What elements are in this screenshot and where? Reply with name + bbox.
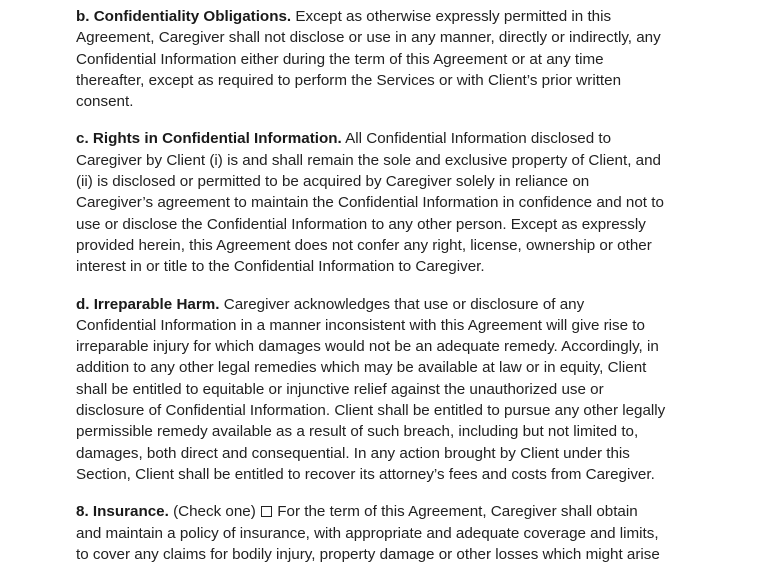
section-d-text: Caregiver acknowledges that use or disclosure of any — [219, 295, 585, 313]
section-d-line-7: permissible remedy available as a result of such breach, including but not limited to, — [76, 423, 639, 441]
section-d-line-2: Confidential Information in a manner inconsistent with this Agreement will give rise to — [76, 316, 645, 334]
section-c-line-4: Caregiver’s agreement to maintain the Confidential Information in confidence and not to — [76, 194, 664, 212]
section-d-line-4: addition to any other legal remedies which may be available at law or in equity, Client — [76, 359, 647, 377]
section-b-text: Except as otherwise expressly permitted in this — [291, 8, 612, 25]
section-c-heading: c. Rights in Confidential Information. — [76, 130, 342, 148]
section-d-line-1 — [76, 294, 716, 315]
section-b-line-3: Confidential Information either during the term of this Agreement or at any time — [76, 50, 604, 68]
section-d-irreparable-harm — [76, 294, 716, 486]
document-page — [76, 6, 716, 581]
section-b-heading: b. Confidentiality Obligations. — [76, 8, 292, 25]
insurance-line-1 — [76, 501, 716, 522]
section-b-line-2: Agreement, Caregiver shall not disclose or use in any manner, directly or indirectly, any — [76, 29, 661, 47]
section-c-line-1 — [76, 128, 716, 149]
insurance-line-3: to cover any claims for bodily injury, property damage or other losses which might arise — [76, 545, 660, 563]
section-d-line-6: disclosure of Confidential Information. Client shall be entitled to pursue any other legally — [76, 402, 666, 420]
section-c-line-2: Caregiver by Client (i) is and shall remain the sole and exclusive property of Client, and — [76, 151, 662, 169]
section-b-line-5: consent. — [76, 93, 134, 111]
section-c-line-6: provided herein, this Agreement does not confer any right, license, ownership or other — [76, 236, 652, 254]
section-d-line-8: damages, both direct and consequential. In any action brought by Client under this — [76, 444, 630, 462]
insurance-first-line-text: For the term of this Agreement, Caregiver shall obtain — [273, 503, 638, 521]
section-c-rights-in-confidential-information — [76, 128, 716, 277]
section-8-insurance — [76, 501, 716, 565]
section-b-confidentiality-obligations — [76, 6, 716, 112]
section-d-line-3: irreparable injury for which damages would not be an adequate remedy. Accordingly, in — [76, 338, 659, 356]
section-d-heading: d. Irreparable Harm. — [76, 295, 220, 313]
section-b-line-4: thereafter, except as required to perform the Services or with Client’s prior written — [76, 71, 622, 89]
section-b-line-1 — [76, 6, 716, 27]
insurance-line-2: and maintain a policy of insurance, with appropriate and adequate coverage and limits, — [76, 524, 659, 542]
section-d-line-5: shall be entitled to equitable or injunctive relief against the unauthorized use or — [76, 380, 604, 398]
section-c-line-3: (ii) is disclosed or permitted to be acquired by Caregiver solely in reliance on — [76, 173, 590, 191]
insurance-heading: 8. Insurance. — [76, 503, 169, 521]
section-c-line-5: use or disclose the Confidential Information to any other person. Except as expressly — [76, 215, 646, 233]
insurance-check-prefix: (Check one) — [168, 503, 261, 521]
section-d-line-9: Section, Client shall be entitled to recover its attorney’s fees and costs from Caregiver. — [76, 465, 655, 483]
insurance-checkbox-empty[interactable] — [261, 506, 272, 517]
section-c-text: All Confidential Information disclosed to — [341, 130, 612, 148]
section-c-line-7: interest in or title to the Confidential Information to Caregiver. — [76, 258, 485, 276]
